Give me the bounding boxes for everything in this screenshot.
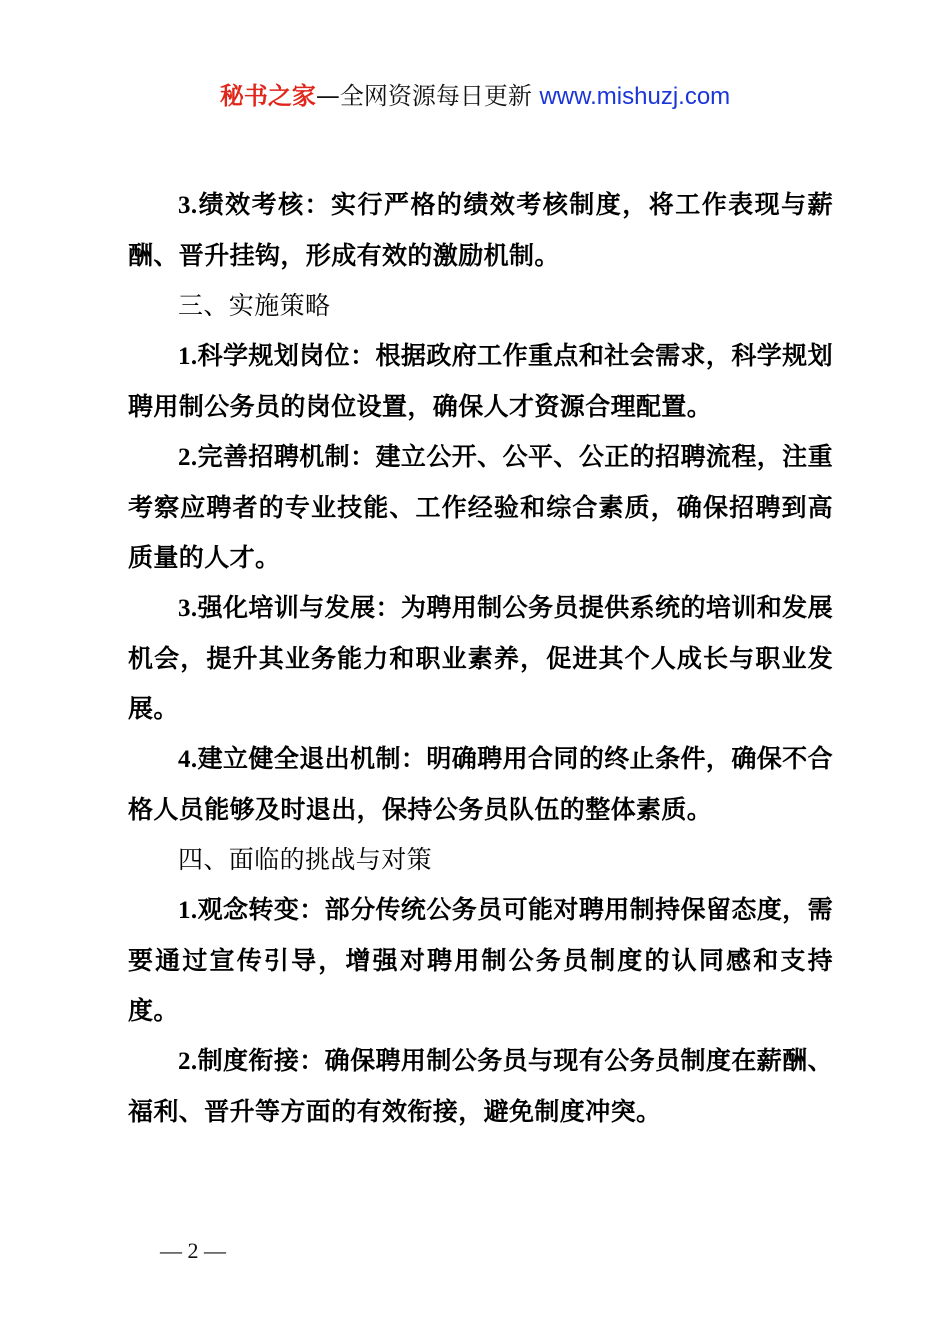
document-body [128,180,833,1137]
paragraph-text: 完善招聘机制：建立公开、公平、公正的招聘流程，注重考察应聘者的专业技能、工作经验和综合素质，确保招聘到高质量的人才。 [128,442,833,572]
paragraph-text: 观念转变：部分传统公务员可能对聘用制持保留态度，需要通过宣传引导，增强对聘用制公务员制度的认同感和支持度。 [128,895,833,1025]
paragraph-text: 强化培训与发展：为聘用制公务员提供系统的培训和发展机会，提升其业务能力和职业素养，促进其个人成长与职业发展。 [128,593,833,723]
paragraph-recruitment [128,432,833,583]
section-heading-challenges: 四、面临的挑战与对策 [178,845,433,874]
item-number: 2. [178,444,198,471]
page-number: — 2 — [160,1238,226,1263]
item-number: 3. [178,595,198,622]
paragraph-performance-review [128,180,833,281]
site-brand: 秘书之家 [219,82,316,110]
item-number: 3. [178,192,198,219]
paragraph-exit-mechanism [128,734,833,835]
item-number: 2. [178,1048,198,1075]
item-number: 4. [178,746,198,773]
site-header [0,80,950,113]
section-heading-implementation: 三、实施策略 [178,291,331,320]
paragraph-training [128,583,833,734]
paragraph-text: 科学规划岗位：根据政府工作重点和社会需求，科学规划聘用制公务员的岗位设置，确保人才资源合理配置。 [128,341,833,421]
paragraph-text: 制度衔接：确保聘用制公务员与现有公务员制度在薪酬、福利、晋升等方面的有效衔接，避免制度冲突。 [128,1046,833,1126]
item-number: 1. [178,343,198,370]
site-tagline: —全网资源每日更新 [315,82,532,110]
paragraph-text: 绩效考核：实行严格的绩效考核制度，将工作表现与薪酬、晋升挂钩，形成有效的激励机制。 [128,190,833,270]
paragraph-text: 建立健全退出机制：明确聘用合同的终止条件，确保不合格人员能够及时退出，保持公务员队伍的整体素质。 [128,744,833,824]
paragraph-system-alignment [128,1036,833,1137]
paragraph-mindset-change [128,885,833,1036]
site-url: www.mishuzj.com [539,83,731,110]
paragraph-position-planning [128,331,833,432]
item-number: 1. [178,897,198,924]
